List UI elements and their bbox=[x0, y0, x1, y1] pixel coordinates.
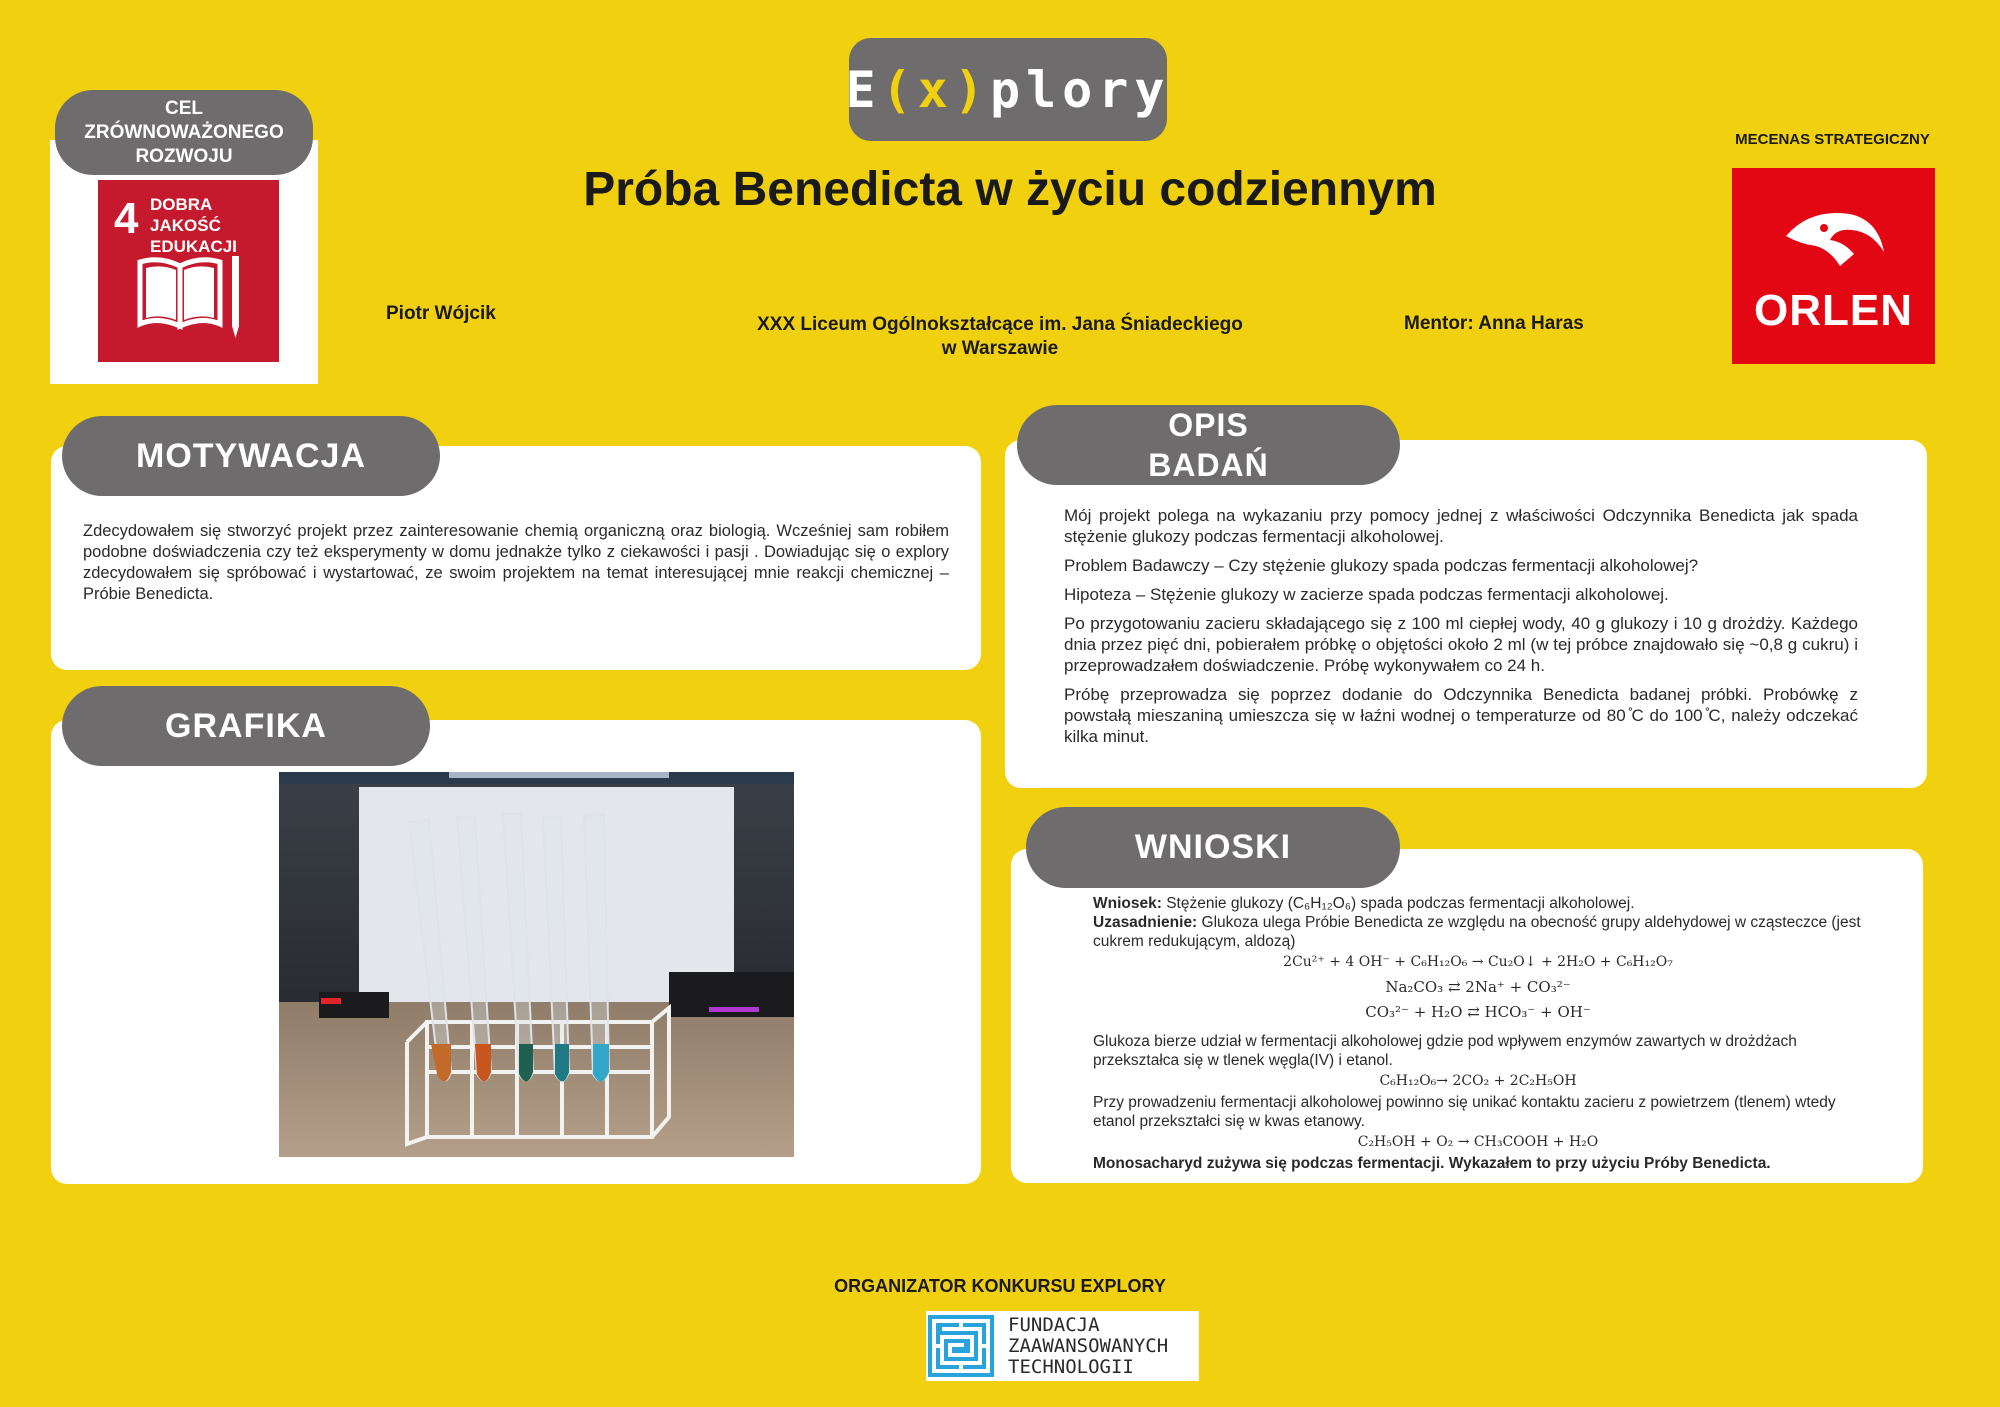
fundacja-line-2: ZAAWANSOWANYCH bbox=[1008, 1335, 1169, 1357]
book-pencil-icon bbox=[136, 252, 246, 342]
opis-paragraph-1: Mój projekt polega na wykazaniu przy pomocy jednej z właściwości Odczynnika Benedicta jak spada stężenie glukozy podczas fermentacji alkoholowej. bbox=[1064, 506, 1858, 546]
fundacja-line-1: FUNDACJA bbox=[1008, 1314, 1100, 1336]
explory-logo bbox=[845, 38, 1171, 141]
motywacja-text: Zdecydowałem się stworzyć projekt przez zainteresowanie chemią organiczną oraz biologią. Wcześniej sam robiłem podobne doświadczenia czy też eksperymenty w domu jednakże tylko z ciekawości i pasji . Dowiadując się o explory zdecydowałem się spróbować i wystartować, ze swoim projektem na temat interesującej mnie reakcji chemicznej – Próbie Benedicta. bbox=[83, 522, 949, 603]
opis-procedure: Po przygotowaniu zacieru składającego się z 100 ml ciepłej wody, 40 g glukozy i 10 g drożdży. Każdego dnia przez pięć dni, pobierałem próbkę o objętości około 2 ml (w tej próbce znajdowało się ~0,8 g cukru) i przeprowadzałem doświadczenie. Próbę wykonywałem co 24 h. bbox=[1064, 614, 1858, 675]
brand-paren-close: ) bbox=[953, 60, 990, 119]
brand-x: x bbox=[917, 60, 954, 119]
sdg-goal-number: 4 bbox=[114, 194, 139, 243]
sdg-goal-4-tile bbox=[98, 180, 279, 362]
conclusion-text: Stężenie glukozy (C₆H₁₂O₆) spada podczas fermentacji alkoholowej. bbox=[1161, 895, 1635, 912]
equation-oxidation: C₂H₅OH + O₂ → CH₃COOH + H₂O bbox=[1357, 1134, 1599, 1150]
sdg-pill-line-1: CEL bbox=[165, 97, 203, 119]
opis-heading-line-2: BADAŃ bbox=[1148, 447, 1269, 483]
brand-plory: plory bbox=[989, 60, 1171, 119]
grafika-heading: GRAFIKA bbox=[62, 686, 430, 766]
oxidation-text: Przy prowadzeniu fermentacji alkoholowej powinno się unikać kontaktu zacieru z powietrzem (tlenem) wtedy etanol przekształci się w kwas etanowy. bbox=[1093, 1094, 1836, 1130]
opis-problem: Problem Badawczy – Czy stężenie glukozy spada podczas fermentacji alkoholowej? bbox=[1064, 556, 1699, 575]
school-line-1: XXX Liceum Ogólnokształcące im. Jana Śniadeckiego bbox=[757, 314, 1243, 335]
sponsor-label: MECENAS STRATEGICZNY bbox=[1735, 131, 1930, 148]
fermentation-text: Glukoza bierze udział w fermentacji alkoholowej gdzie pod wpływem enzymów zawartych w drożdżach przekształca się w tlenek węgla(IV) i etanol. bbox=[1093, 1033, 1797, 1069]
brand-paren-open: ( bbox=[881, 60, 918, 119]
sdg-header-pill bbox=[55, 90, 313, 175]
fundacja-line-3: TECHNOLOGII bbox=[1008, 1356, 1134, 1378]
justification bbox=[1093, 913, 1863, 951]
organizer-label: ORGANIZATOR KONKURSU EXPLORY bbox=[834, 1276, 1166, 1296]
opis-heading bbox=[1017, 405, 1400, 485]
final-conclusion: Monosacharyd zużywa się podczas fermentacji. Wykazałem to przy użyciu Próby Benedicta. bbox=[1093, 1155, 1771, 1172]
conclusion bbox=[1093, 894, 1863, 913]
opis-hypothesis: Hipoteza – Stężenie glukozy w zacierze spada podczas fermentacji alkoholowej. bbox=[1064, 585, 1669, 604]
orlen-logo bbox=[1732, 168, 1935, 364]
opis-heading-line-1: OPIS bbox=[1168, 407, 1249, 443]
mentor-name: Mentor: Anna Haras bbox=[1404, 313, 1584, 334]
equation-hydrolysis: CO₃²⁻ + H₂O ⇄ HCO₃⁻ + OH⁻ bbox=[1365, 1003, 1591, 1021]
brand-e: E bbox=[845, 60, 882, 119]
opis-method: Próbę przeprowadza się poprzez dodanie do Odczynnika Benedicta badanej próbki. Probówkę z powstałą mieszaniną umieszcza się w łaźni wodnej o temperaturze od 80 ̊C do 100 ̊C, należy odczekać kilka minut. bbox=[1064, 685, 1858, 746]
school-line-2: w Warszawie bbox=[941, 338, 1059, 359]
conclusion-label: Wniosek: bbox=[1093, 895, 1162, 912]
fundacja-wordmark bbox=[1008, 1315, 1168, 1378]
equation-carbonate: Na₂CO₃ ⇄ 2Na⁺ + CO₃²⁻ bbox=[1385, 978, 1571, 996]
eagle-icon bbox=[1780, 206, 1890, 276]
sdg-label-line-2: EDUKACJI bbox=[150, 237, 237, 256]
author-name: Piotr Wójcik bbox=[386, 303, 496, 324]
equation-benedict: 2Cu²⁺ + 4 OH⁻ + C₆H₁₂O₆ → Cu₂O↓ + 2H₂O + C₆H₁₂O₇ bbox=[1283, 954, 1673, 970]
justification-text: Glukoza ulega Próbie Benedicta ze względu na obecność grupy aldehydowej w cząsteczce (jest cukrem redukującym, aldozą) bbox=[1093, 914, 1861, 950]
equation-fermentation: C₆H₁₂O₆→ 2CO₂ + 2C₂H₅OH bbox=[1379, 1073, 1577, 1089]
maze-icon bbox=[928, 1315, 994, 1377]
wnioski-heading: WNIOSKI bbox=[1026, 807, 1400, 888]
test-tubes-photo bbox=[279, 772, 794, 1157]
fundacja-logo bbox=[926, 1311, 1199, 1381]
wnioski-text bbox=[1093, 894, 1863, 1173]
sdg-goal-label bbox=[150, 194, 279, 257]
orlen-wordmark: ORLEN bbox=[1754, 286, 1913, 335]
opis-text bbox=[1064, 505, 1858, 755]
poster-title: Próba Benedicta w życiu codziennym bbox=[583, 163, 1437, 216]
motywacja-heading: MOTYWACJA bbox=[62, 416, 440, 496]
sdg-label-line-1: DOBRA JAKOŚĆ bbox=[150, 195, 221, 235]
sdg-pill-line-3: ROZWOJU bbox=[135, 145, 233, 167]
school-name bbox=[690, 313, 1310, 361]
justification-label: Uzasadnienie: bbox=[1093, 914, 1198, 931]
sdg-pill-line-2: ZRÓWNOWAŻONEGO bbox=[84, 121, 284, 143]
